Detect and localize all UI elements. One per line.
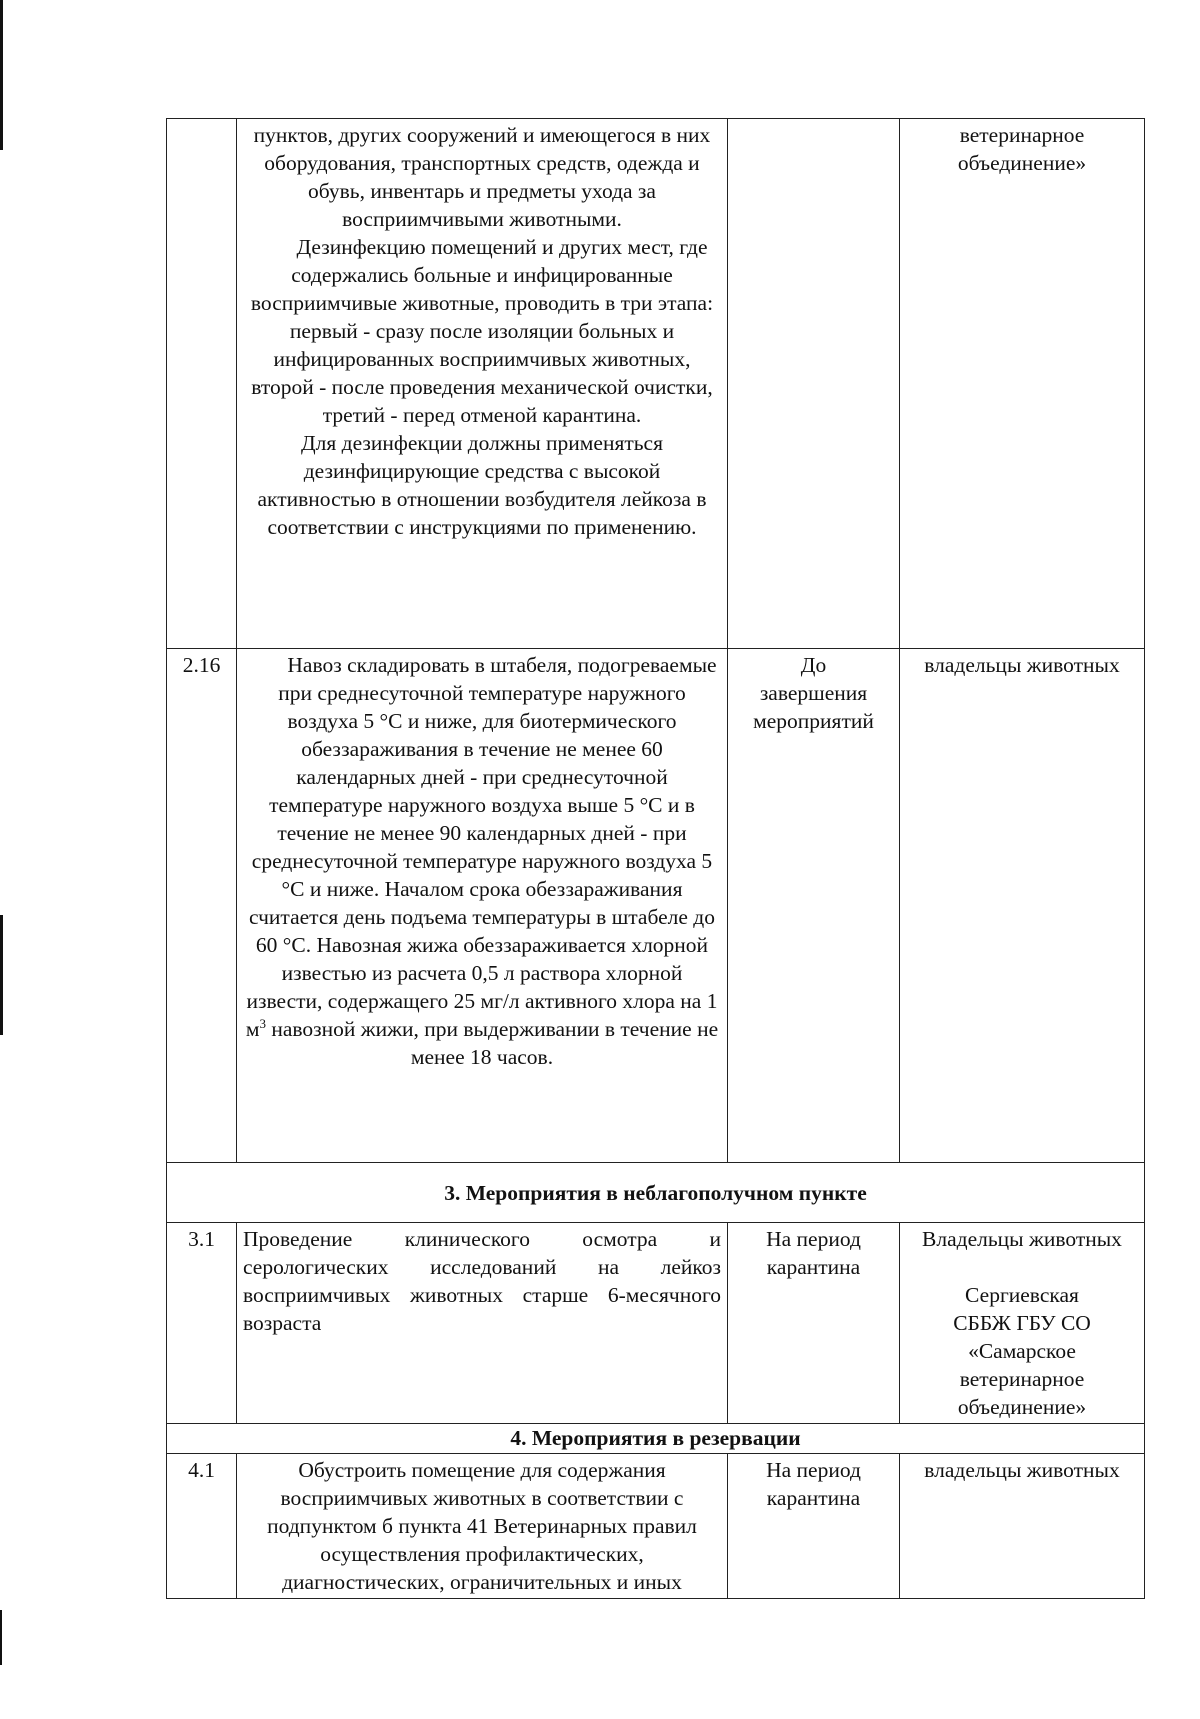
scan-edge-mark	[0, 0, 3, 150]
section-row	[167, 1163, 1145, 1223]
measure-paragraph: Для дезинфекции должны применяться дезинфицирующие средства с высокой активностью в отношении возбудителя лейкоза в соответствии с инструкциями по применению.	[257, 431, 707, 539]
measure-text	[237, 649, 728, 1163]
row-number: 3.1	[167, 1223, 237, 1424]
measure-paragraph	[243, 651, 721, 1071]
executor-cell: владельцы животных	[900, 1454, 1145, 1599]
term-cell: На период карантина	[728, 1454, 900, 1599]
term-cell: До завершения мероприятий	[728, 649, 900, 1163]
scan-edge-mark	[0, 1610, 2, 1665]
measure-text: Проведение клинического осмотра и серологических исследований на лейкоз восприимчивых животных старше 6-месячного возраста	[237, 1223, 728, 1424]
executor-cell: ветеринарное объединение»	[900, 119, 1145, 649]
table-row	[167, 649, 1145, 1163]
measure-text: Обустроить помещение для содержания восприимчивых животных в соответствии с подпунктом б пункта 41 Ветеринарных правил осуществления профилактических, диагностических, ограничительных и иных	[237, 1454, 728, 1599]
scan-edge-mark	[0, 915, 3, 1035]
superscript-cube: 3	[259, 1015, 266, 1031]
term-cell: На период карантина	[728, 1223, 900, 1424]
table-row	[167, 1223, 1145, 1424]
measure-paragraph: Дезинфекцию помещений и других мест, где содержались больные и инфицированные восприимчивые животные, проводить в три этапа: первый - сразу после изоляции больных и инфицированных восприимчивых животных, второй - после проведения механической очистки, третий - перед отменой карантина.	[250, 235, 714, 427]
measure-text-part: Навоз складировать в штабеля, подогреваемые при среднесуточной температуре наружного воздуха 5 °С и ниже, для биотермического обеззараживания в течение не менее 60 календарных дней - при среднесуточной температуре наружного воздуха выше 5 °С и в течение не менее 90 календарных дней - при среднесуточной температуре наружного воздуха 5 °С и ниже. Началом срока обеззараживания считается день подъема температуры в штабеле до 60 °С. Навозная жижа обеззараживается хлорной известью из расчета 0,5 л раствора хлорной извести, содержащего 25 мг/л активного хлора на 1 м	[245, 653, 718, 1041]
row-number: 2.16	[167, 649, 237, 1163]
section-heading: 3. Мероприятия в неблагополучном пункте	[167, 1163, 1145, 1223]
measure-text	[237, 119, 728, 649]
row-number	[167, 119, 237, 649]
row-number: 4.1	[167, 1454, 237, 1599]
term-cell	[728, 119, 900, 649]
measure-text-part: навозной жижи, при выдерживании в течение не менее 18 часов.	[265, 1017, 719, 1069]
section-row	[167, 1424, 1145, 1454]
executor-cell: владельцы животных	[900, 649, 1145, 1163]
measure-paragraph: пунктов, других сооружений и имеющегося в них оборудования, транспортных средств, одежда и обувь, инвентарь и предметы ухода за восприимчивыми животными.	[253, 123, 711, 231]
table-row	[167, 1454, 1145, 1599]
section-heading: 4. Мероприятия в резервации	[167, 1424, 1145, 1454]
measures-table	[166, 118, 1145, 1599]
executor-cell: Владельцы животных Сергиевская СББЖ ГБУ СО «Самарское ветеринарное объединение»	[900, 1223, 1145, 1424]
table-row	[167, 119, 1145, 649]
